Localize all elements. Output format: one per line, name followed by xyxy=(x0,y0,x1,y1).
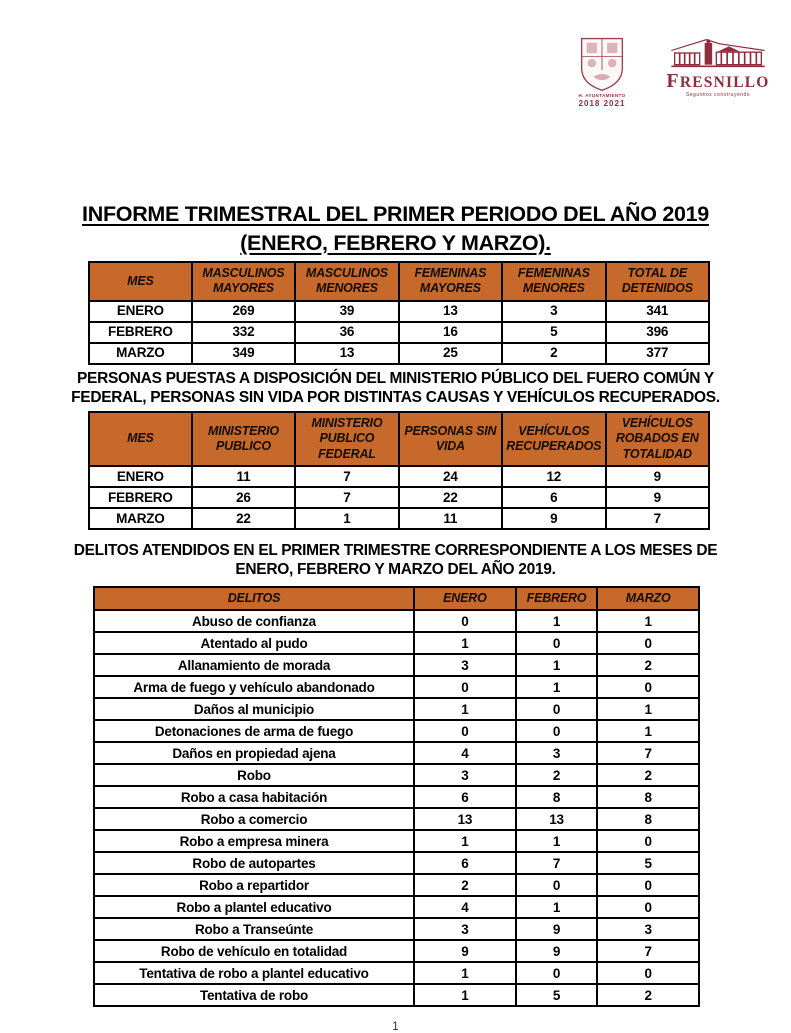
header-logos xyxy=(0,0,791,108)
value-cell: 1 xyxy=(516,654,597,676)
value-cell: 0 xyxy=(516,874,597,896)
column-header-cell: FEMENINAS MAYORES xyxy=(399,262,502,301)
value-cell: 8 xyxy=(597,786,699,808)
value-cell: 5 xyxy=(597,852,699,874)
value-cell: 6 xyxy=(502,487,605,508)
value-cell: 3 xyxy=(414,918,516,940)
value-cell: 1 xyxy=(414,830,516,852)
row-label-cell: Robo xyxy=(94,764,414,786)
column-header-cell: MES xyxy=(89,412,192,466)
value-cell: 9 xyxy=(606,466,709,487)
column-header-cell: ENERO xyxy=(414,587,516,610)
value-cell: 9 xyxy=(606,487,709,508)
value-cell: 269 xyxy=(192,301,295,322)
value-cell: 5 xyxy=(502,322,605,343)
detainees-table xyxy=(88,261,710,365)
row-label-cell: Daños al municipio xyxy=(94,698,414,720)
row-label-cell: MARZO xyxy=(89,508,192,529)
row-label-cell: Abuso de confianza xyxy=(94,610,414,632)
value-cell: 7 xyxy=(295,487,398,508)
row-label-cell: Robo a empresa minera xyxy=(94,830,414,852)
table-row xyxy=(94,874,699,896)
municipal-crest-logo xyxy=(567,36,637,108)
value-cell: 4 xyxy=(414,896,516,918)
table-row xyxy=(89,301,709,322)
table-row xyxy=(94,632,699,654)
table-row xyxy=(89,508,709,529)
crimes-table xyxy=(93,586,700,1007)
table-row xyxy=(89,322,709,343)
value-cell: 1 xyxy=(597,720,699,742)
column-header-cell: FEBRERO xyxy=(516,587,597,610)
column-header-cell: MASCULINOS MAYORES xyxy=(192,262,295,301)
value-cell: 396 xyxy=(606,322,709,343)
row-label-cell: Robo a casa habitación xyxy=(94,786,414,808)
value-cell: 3 xyxy=(502,301,605,322)
value-cell: 22 xyxy=(399,487,502,508)
value-cell: 377 xyxy=(606,343,709,364)
value-cell: 0 xyxy=(414,720,516,742)
table-row xyxy=(94,896,699,918)
value-cell: 3 xyxy=(414,654,516,676)
value-cell: 22 xyxy=(192,508,295,529)
value-cell: 9 xyxy=(414,940,516,962)
value-cell: 0 xyxy=(414,676,516,698)
value-cell: 7 xyxy=(597,742,699,764)
value-cell: 1 xyxy=(414,698,516,720)
table-row xyxy=(94,962,699,984)
row-label-cell: Tentativa de robo xyxy=(94,984,414,1006)
value-cell: 11 xyxy=(399,508,502,529)
value-cell: 11 xyxy=(192,466,295,487)
crimes-heading: DELITOS ATENDIDOS EN EL PRIMER TRIMESTRE CORRESPONDIENTE A LOS MESES DE ENERO, FEBRERO Y MARZO DEL AÑO 2019. xyxy=(73,541,718,579)
column-header-cell: VEHÍCULOS RECUPERADOS xyxy=(502,412,605,466)
fresnillo-tagline: Seguimos construyendo xyxy=(685,92,751,98)
dispositions-table xyxy=(88,411,710,530)
row-label-cell: Robo de autopartes xyxy=(94,852,414,874)
page-title-line1: INFORME TRIMESTRAL DEL PRIMER PERIODO DEL AÑO 2019 xyxy=(82,202,709,226)
table-header-row xyxy=(89,262,709,301)
value-cell: 7 xyxy=(295,466,398,487)
value-cell: 2 xyxy=(516,764,597,786)
value-cell: 0 xyxy=(597,676,699,698)
table-row xyxy=(94,830,699,852)
value-cell: 1 xyxy=(414,984,516,1006)
value-cell: 7 xyxy=(597,940,699,962)
value-cell: 7 xyxy=(606,508,709,529)
row-label-cell: Robo a comercio xyxy=(94,808,414,830)
table-header-row xyxy=(94,587,699,610)
value-cell: 8 xyxy=(516,786,597,808)
value-cell: 3 xyxy=(597,918,699,940)
value-cell: 12 xyxy=(502,466,605,487)
row-label-cell: ENERO xyxy=(89,466,192,487)
value-cell: 13 xyxy=(516,808,597,830)
column-header-cell: DELITOS xyxy=(94,587,414,610)
value-cell: 0 xyxy=(597,896,699,918)
value-cell: 3 xyxy=(414,764,516,786)
value-cell: 332 xyxy=(192,322,295,343)
value-cell: 6 xyxy=(414,786,516,808)
value-cell: 1 xyxy=(516,830,597,852)
row-label-cell: Atentado al pudo xyxy=(94,632,414,654)
table-row xyxy=(94,698,699,720)
table-row xyxy=(94,720,699,742)
row-label-cell: Tentativa de robo a plantel educativo xyxy=(94,962,414,984)
value-cell: 1 xyxy=(414,962,516,984)
value-cell: 36 xyxy=(295,322,398,343)
value-cell: 2 xyxy=(597,764,699,786)
value-cell: 24 xyxy=(399,466,502,487)
table-row xyxy=(94,654,699,676)
table-row xyxy=(94,940,699,962)
value-cell: 25 xyxy=(399,343,502,364)
table-row xyxy=(94,610,699,632)
value-cell: 9 xyxy=(516,940,597,962)
value-cell: 2 xyxy=(597,654,699,676)
row-label-cell: MARZO xyxy=(89,343,192,364)
table-row xyxy=(94,764,699,786)
value-cell: 1 xyxy=(516,610,597,632)
column-header-cell: MASCULINOS MENORES xyxy=(295,262,398,301)
value-cell: 39 xyxy=(295,301,398,322)
column-header-cell: PERSONAS SIN VIDA xyxy=(399,412,502,466)
value-cell: 0 xyxy=(597,830,699,852)
table-row xyxy=(94,808,699,830)
row-label-cell: Arma de fuego y vehículo abandonado xyxy=(94,676,414,698)
value-cell: 0 xyxy=(597,874,699,896)
value-cell: 1 xyxy=(414,632,516,654)
column-header-cell: MARZO xyxy=(597,587,699,610)
row-label-cell: ENERO xyxy=(89,301,192,322)
table-row xyxy=(94,984,699,1006)
column-header-cell: VEHÍCULOS ROBADOS EN TOTALIDAD xyxy=(606,412,709,466)
dispositions-heading: PERSONAS PUESTAS A DISPOSICIÓN DEL MINISTERIO PÚBLICO DEL FUERO COMÚN Y FEDERAL, PERSONAS SIN VIDA POR DISTINTAS CAUSAS Y VEHÍCULOS RECUPERADOS. xyxy=(71,369,720,407)
row-label-cell: Robo a repartidor xyxy=(94,874,414,896)
value-cell: 1 xyxy=(597,610,699,632)
fresnillo-logo xyxy=(663,36,773,98)
value-cell: 13 xyxy=(399,301,502,322)
value-cell: 0 xyxy=(516,632,597,654)
value-cell: 2 xyxy=(414,874,516,896)
table-row xyxy=(94,742,699,764)
value-cell: 6 xyxy=(414,852,516,874)
page-title xyxy=(45,200,746,257)
table-row xyxy=(94,852,699,874)
table-row xyxy=(89,343,709,364)
page-title-line2: (ENERO, FEBRERO Y MARZO). xyxy=(240,230,551,255)
value-cell: 341 xyxy=(606,301,709,322)
row-label-cell: Allanamiento de morada xyxy=(94,654,414,676)
row-label-cell: Detonaciones de arma de fuego xyxy=(94,720,414,742)
row-label-cell: Robo a Transeúnte xyxy=(94,918,414,940)
fresnillo-building-icon xyxy=(668,36,768,70)
value-cell: 1 xyxy=(516,896,597,918)
value-cell: 8 xyxy=(597,808,699,830)
value-cell: 0 xyxy=(414,610,516,632)
value-cell: 1 xyxy=(516,676,597,698)
table-row xyxy=(89,466,709,487)
value-cell: 2 xyxy=(502,343,605,364)
table-row xyxy=(94,676,699,698)
value-cell: 9 xyxy=(516,918,597,940)
value-cell: 13 xyxy=(295,343,398,364)
column-header-cell: TOTAL DE DETENIDOS xyxy=(606,262,709,301)
value-cell: 16 xyxy=(399,322,502,343)
crest-caption: H. AYUNTAMIENTO xyxy=(578,93,626,98)
value-cell: 349 xyxy=(192,343,295,364)
column-header-cell: FEMENINAS MENORES xyxy=(502,262,605,301)
value-cell: 0 xyxy=(597,962,699,984)
value-cell: 1 xyxy=(295,508,398,529)
table-row xyxy=(89,487,709,508)
value-cell: 26 xyxy=(192,487,295,508)
row-label-cell: Daños en propiedad ajena xyxy=(94,742,414,764)
crest-dates: 2018 2021 xyxy=(578,99,626,108)
value-cell: 0 xyxy=(516,698,597,720)
value-cell: 0 xyxy=(516,962,597,984)
table-row xyxy=(94,918,699,940)
value-cell: 5 xyxy=(516,984,597,1006)
page-number: 1 xyxy=(392,1021,399,1033)
value-cell: 0 xyxy=(597,632,699,654)
value-cell: 13 xyxy=(414,808,516,830)
row-label-cell: Robo a plantel educativo xyxy=(94,896,414,918)
value-cell: 0 xyxy=(516,720,597,742)
value-cell: 7 xyxy=(516,852,597,874)
table-header-row xyxy=(89,412,709,466)
column-header-cell: MES xyxy=(89,262,192,301)
value-cell: 3 xyxy=(516,742,597,764)
row-label-cell: Robo de vehículo en totalidad xyxy=(94,940,414,962)
value-cell: 4 xyxy=(414,742,516,764)
value-cell: 9 xyxy=(502,508,605,529)
value-cell: 2 xyxy=(597,984,699,1006)
value-cell: 1 xyxy=(597,698,699,720)
row-label-cell: FEBRERO xyxy=(89,487,192,508)
row-label-cell: FEBRERO xyxy=(89,322,192,343)
column-header-cell: MINISTERIO PUBLICO FEDERAL xyxy=(295,412,398,466)
table-row xyxy=(94,786,699,808)
fresnillo-wordmark: FRESNILLO xyxy=(666,70,770,92)
crest-shield-icon xyxy=(576,36,628,92)
column-header-cell: MINISTERIO PUBLICO xyxy=(192,412,295,466)
